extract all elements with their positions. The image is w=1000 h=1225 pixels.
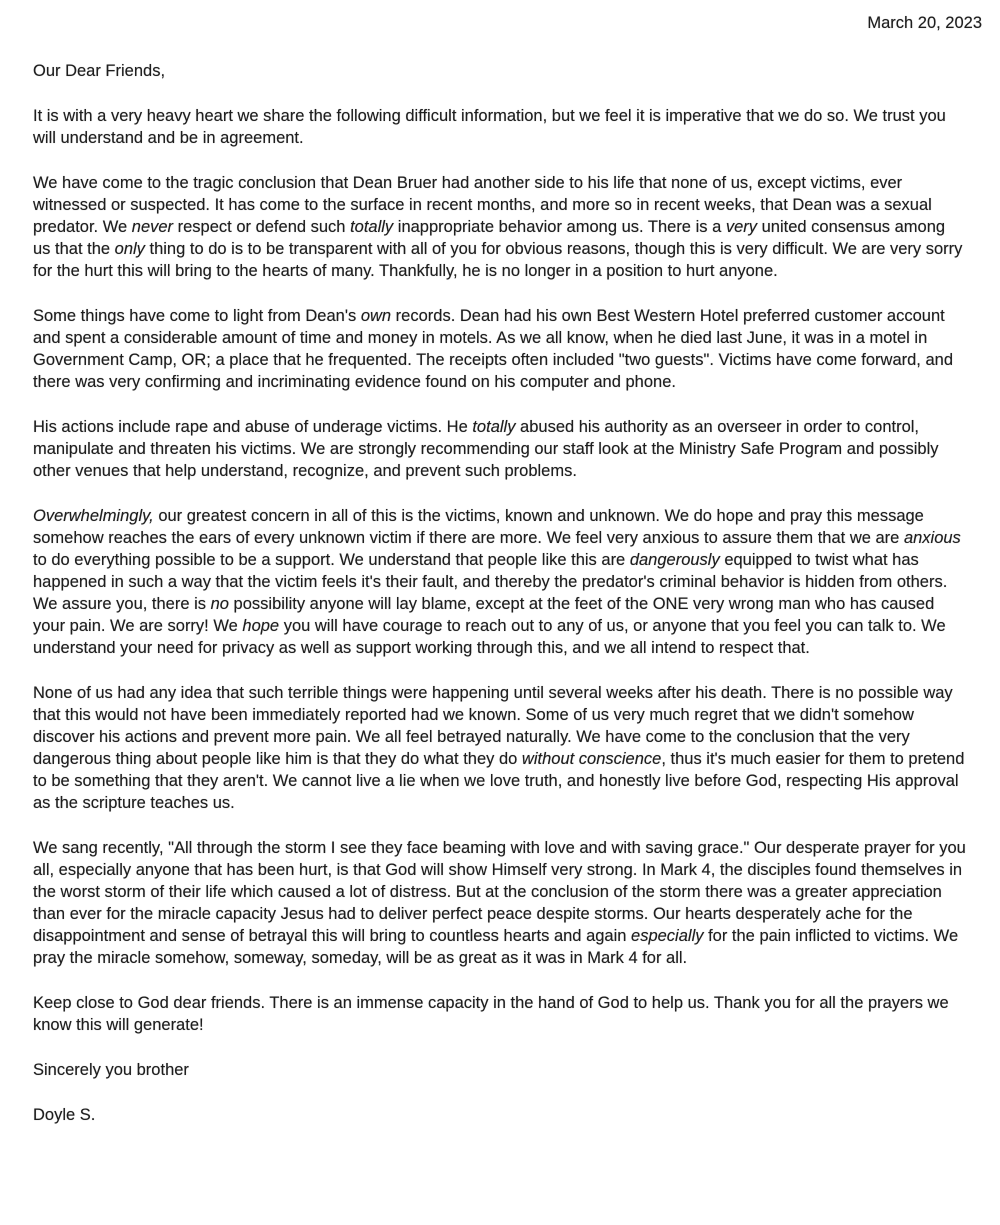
letter-paragraph: His actions include rape and abuse of underage victims. He totally abused his authority as an overseer in order to control, manipulate and threaten his victims. We are strongly recommending our staff look at the Ministry Safe Program and possibly other venues that help understand, recognize, and prevent such problems.	[33, 418, 939, 480]
letter-date: March 20, 2023	[867, 14, 982, 32]
letter-paragraph: Some things have come to light from Dean's own records. Dean had his own Best Western Hotel preferred customer account and spent a considerable amount of time and money in motels. As we all know, when he died last June, it was in a motel in Government Camp, OR; a place that he frequented. The receipts often included "two guests". Victims have come forward, and there was very confirming and incriminating evidence found on his computer and phone.	[33, 307, 954, 391]
letter-body	[33, 105, 966, 1036]
letter-paragraph: We have come to the tragic conclusion that Dean Bruer had another side to his life that none of us, except victims, ever witnessed or suspected. It has come to the surface in recent months, and more so in recent weeks, that Dean was a sexual predator. We never respect or defend such totally inappropriate behavior among us. There is a very united consensus among us that the only thing to do is to be transparent with all of you for obvious reasons, though this is very difficult. We are very sorry for the hurt this will bring to the hearts of many. Thankfully, he is no longer in a position to hurt anyone.	[33, 174, 963, 280]
letter-salutation: Our Dear Friends,	[33, 62, 166, 80]
letter-paragraph: We sang recently, "All through the storm I see they face beaming with love and with saving grace." Our desperate prayer for you all, especially anyone that has been hurt, is that God will show Himself very strong. In Mark 4, the disciples found themselves in the worst storm of their life which caused a lot of distress. But at the conclusion of the storm there was a greater appreciation than ever for the miracle capacity Jesus had to deliver perfect peace despite storms. Our hearts desperately ache for the disappointment and sense of betrayal this will bring to countless hearts and again especially for the pain inflicted to victims. We pray the miracle somehow, someway, someday, will be as great as it was in Mark 4 for all.	[33, 839, 966, 967]
letter-paragraph: Overwhelmingly, our greatest concern in all of this is the victims, known and unknown. We do hope and pray this message somehow reaches the ears of every unknown victim if there are more. We feel very anxious to assure them that we are anxious to do everything possible to be a support. We understand that people like this are dangerously equipped to twist what has happened in such a way that the victim feels it's their fault, and thereby the predator's criminal behavior is hidden from others. We assure you, there is no possibility anyone will lay blame, except at the feet of the ONE very wrong man who has caused your pain. We are sorry! We hope you will have courage to reach out to any of us, or anyone that you feel you can talk to. We understand your need for privacy as well as support working through this, and we all intend to respect that.	[33, 507, 961, 657]
letter-paragraph: None of us had any idea that such terrible things were happening until several weeks after his death. There is no possible way that this would not have been immediately reported had we known. Some of us very much regret that we didn't somehow discover his actions and prevent more pain. We all feel betrayed naturally. We have come to the conclusion that the very dangerous thing about people like him is that they do what they do without conscience, thus it's much easier for them to pretend to be something that they aren't. We cannot live a lie when we love truth, and honestly live before God, respecting His approval as the scripture teaches us.	[33, 684, 965, 812]
letter-signature: Doyle S.	[33, 1106, 96, 1124]
letter-paragraph: It is with a very heavy heart we share the following difficult information, but we feel it is imperative that we do so. We trust you will understand and be in agreement.	[33, 107, 946, 147]
letter-paragraph: Keep close to God dear friends. There is an immense capacity in the hand of God to help us. Thank you for all the prayers we know this will generate!	[33, 994, 949, 1034]
letter-closing: Sincerely you brother	[33, 1061, 189, 1079]
